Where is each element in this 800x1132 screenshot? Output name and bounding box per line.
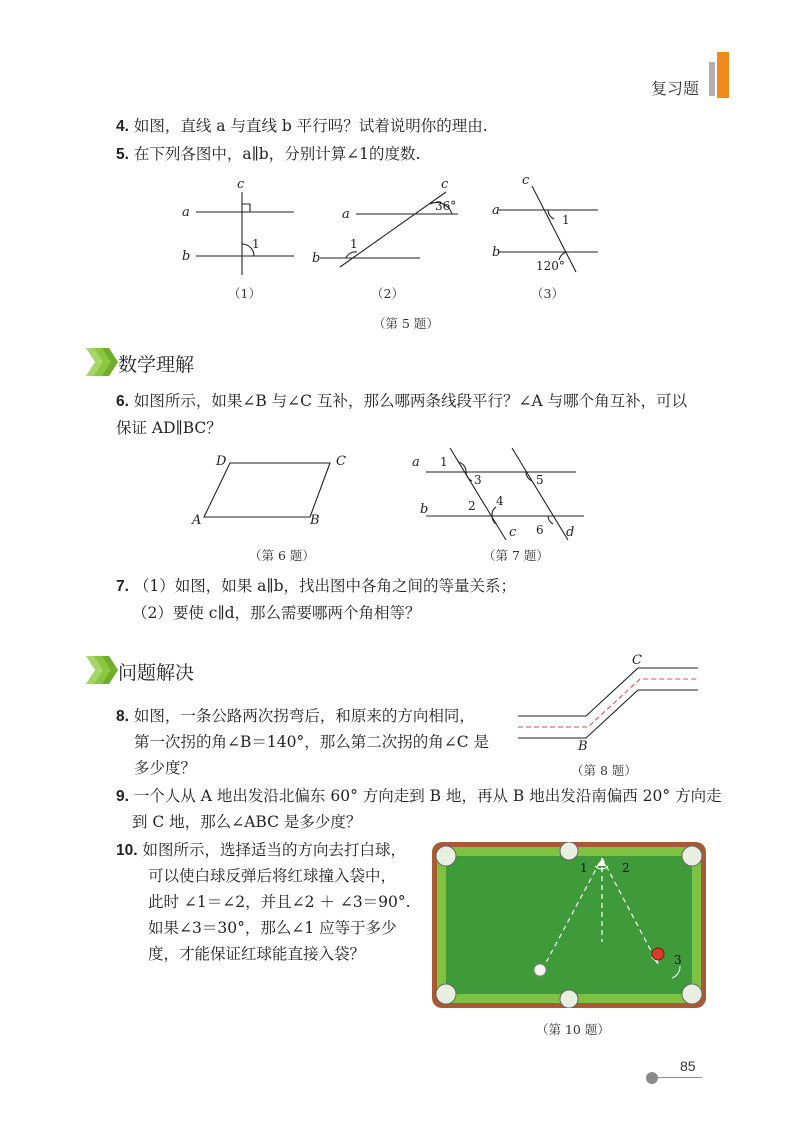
figure-caption-8: （第 8 题）: [571, 763, 637, 778]
question-text: 在下列各图中，a∥b，分别计算∠1的度数.: [133, 145, 421, 163]
fig1-label-c: c: [237, 177, 245, 192]
question-10-line-5: 度，才能保证红球能直接入袋？: [148, 945, 366, 963]
header-title: 复习题: [651, 79, 700, 98]
question-number: 7.: [116, 578, 129, 595]
question-7-line-1: [116, 576, 516, 597]
billiard-angle-3: 3: [674, 953, 682, 967]
header-bar-orange: [717, 52, 729, 98]
question-9-line-1: [116, 786, 722, 807]
question-number: 9.: [116, 788, 129, 805]
footer-dot: [646, 1072, 658, 1084]
question-number: 5.: [116, 146, 129, 163]
question-text: （1）如图，如果 a∥b，找出图中各角之间的等量关系；: [133, 577, 516, 595]
question-number: 8.: [116, 708, 129, 725]
line-label-d: d: [566, 525, 575, 540]
question-number: 4.: [116, 118, 129, 135]
section-title-problem-solving: 问题解决: [118, 662, 195, 684]
question-6-line-1: [116, 391, 687, 412]
fig3-label-c: c: [522, 173, 530, 188]
footer-rule: [658, 1077, 702, 1078]
angle-label-2: 2: [468, 499, 476, 513]
section-arrow-icon: [86, 348, 118, 376]
angle-label-4: 4: [496, 494, 504, 508]
question-text: 如图，一条公路两次拐弯后，和原来的方向相同，: [133, 707, 475, 725]
angle-label-1: 1: [440, 455, 448, 469]
question-8-line-2: 第一次拐的角∠B＝140°，那么第二次拐的角∠C 是: [134, 733, 489, 751]
section-arrow-icon: [86, 656, 118, 684]
fig5-subcaption-1: （1）: [228, 286, 261, 301]
fig3-angle-120: 120°: [536, 259, 565, 273]
point-B: B: [310, 513, 320, 528]
question-8-figure: [510, 652, 710, 752]
fig2-label-c: c: [441, 177, 449, 192]
billiard-angle-2: 2: [622, 861, 630, 875]
point-A: A: [192, 513, 202, 528]
question-number: 6.: [116, 393, 129, 410]
fig1-angle-1: 1: [252, 237, 260, 251]
question-9-line-2: 到 C 地，那么∠ABC 是多少度？: [132, 813, 362, 831]
question-text: 如图所示，如果∠B 与∠C 互补，那么哪两条线段平行？∠A 与哪个角互补，可以: [133, 392, 688, 410]
point-D: D: [216, 454, 227, 469]
question-7-line-2: （2）要使 c∥d，那么需要哪两个角相等？: [132, 604, 421, 622]
question-10-billiard-table: [432, 842, 706, 1008]
fig2-label-a: a: [342, 207, 350, 222]
question-10-line-4: 如果∠3＝30°，那么∠1 应等于多少: [148, 919, 397, 937]
question-10-line-2: 可以使白球反弹后将红球撞入袋中，: [148, 867, 397, 885]
question-5: [116, 144, 420, 165]
fig3-angle-1: 1: [562, 213, 570, 227]
section-title-math-understanding: 数学理解: [118, 354, 195, 376]
angle-label-5: 5: [536, 473, 544, 487]
question-6-figure: [186, 450, 356, 530]
header-bar-gray: [709, 62, 715, 96]
point-C: C: [336, 454, 346, 469]
question-6-line-2: 保证 AD∥BC？: [116, 419, 222, 437]
figure-caption-6: （第 6 题）: [249, 548, 315, 563]
question-text: 如图所示，选择适当的方向去打白球，: [142, 841, 407, 859]
point-B: B: [578, 739, 588, 752]
fig5-subcaption-2: （2）: [371, 286, 404, 301]
figure-caption-10: （第 10 题）: [536, 1022, 610, 1037]
fig2-label-b: b: [312, 251, 321, 266]
fig2-angle-36: 36°: [435, 199, 457, 213]
question-10-line-3: 此时 ∠1＝∠2，并且∠2 ＋ ∠3＝90°.: [148, 893, 411, 911]
billiard-angle-1: 1: [580, 861, 588, 875]
angle-label-3: 3: [474, 473, 482, 487]
fig3-label-b: b: [492, 245, 501, 260]
page-number: 85: [680, 1058, 696, 1074]
figure-caption-7: （第 7 题）: [483, 548, 549, 563]
question-4: [116, 116, 488, 137]
line-label-a: a: [412, 455, 420, 470]
question-5-figures: [170, 172, 620, 302]
line-label-c: c: [509, 525, 517, 540]
question-8-line-3: 多少度？: [134, 759, 197, 777]
fig3-label-a: a: [492, 203, 500, 218]
fig5-subcaption-3: （3）: [531, 286, 564, 301]
figure-caption-5: （第 5 题）: [373, 316, 439, 331]
question-10-line-1: [116, 840, 406, 861]
question-text: 一个人从 A 地出发沿北偏东 60° 方向走到 B 地，再从 B 地出发沿南偏西 20° 方向走: [133, 787, 722, 805]
question-text: 如图，直线 a 与直线 b 平行吗？试着说明你的理由.: [133, 117, 488, 135]
line-label-b: b: [420, 502, 429, 517]
question-number: 10.: [116, 842, 138, 859]
fig1-label-b: b: [182, 249, 191, 264]
point-C: C: [632, 653, 642, 668]
question-8-line-1: [116, 706, 475, 727]
question-7-figure: [408, 444, 598, 544]
fig1-label-a: a: [182, 205, 190, 220]
angle-label-6: 6: [536, 523, 544, 537]
fig2-angle-1: 1: [350, 237, 358, 251]
